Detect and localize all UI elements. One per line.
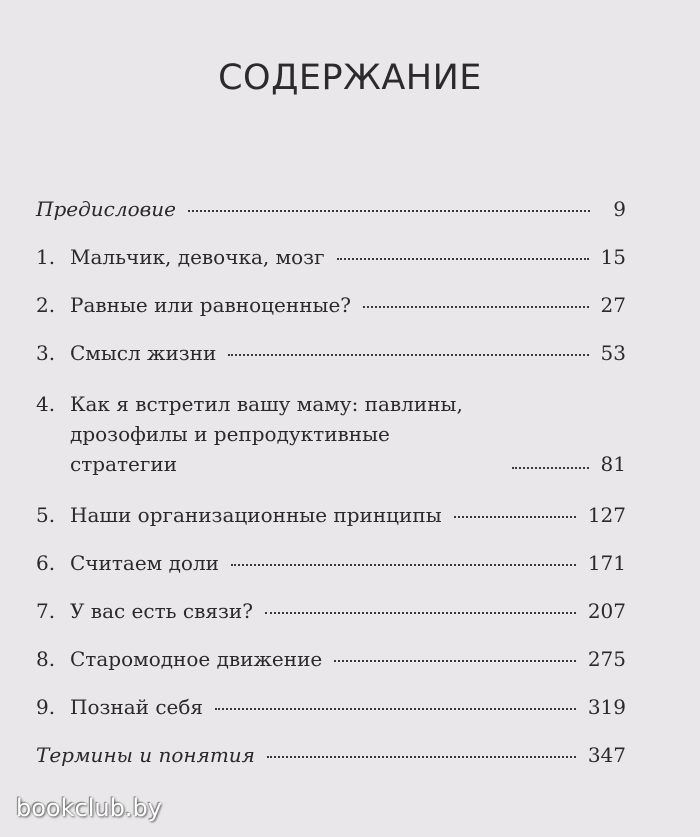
- toc-entry-page: 347: [587, 743, 626, 767]
- toc-entry-number: 9.: [36, 695, 56, 719]
- toc-entry-number: 8.: [36, 647, 56, 671]
- toc-entry-number: 7.: [36, 599, 56, 623]
- toc-entry-page: 53: [600, 341, 626, 365]
- toc-entry-4: [36, 389, 626, 479]
- toc-entry-number: 4.: [36, 392, 56, 416]
- dot-leader: [188, 210, 590, 212]
- toc-entry-page: 27: [600, 293, 626, 317]
- toc-entry-title: Смысл жизни: [70, 341, 217, 365]
- dot-leader: [512, 467, 589, 469]
- toc-entry-title: У вас есть связи?: [70, 599, 253, 623]
- page-title: СОДЕРЖАНИЕ: [218, 58, 482, 98]
- table-of-contents: [36, 197, 626, 791]
- toc-entry-number: 5.: [36, 503, 56, 527]
- dot-leader: [337, 258, 589, 260]
- toc-entry-page: 275: [587, 647, 626, 671]
- toc-entry-number: 2.: [36, 293, 56, 317]
- dot-leader: [363, 306, 589, 308]
- dot-leader: [228, 354, 588, 356]
- toc-entry-page: 9: [613, 197, 626, 221]
- toc-entry-number: 3.: [36, 341, 56, 365]
- toc-entry-title: Старомодное движение: [70, 647, 323, 671]
- toc-entry-page: 207: [587, 599, 626, 623]
- dot-leader: [265, 612, 576, 614]
- toc-entry-number: 6.: [36, 551, 56, 575]
- toc-entry-8: [36, 647, 626, 671]
- toc-entry-page: 171: [587, 551, 626, 575]
- watermark: bookclub.by: [16, 794, 162, 822]
- toc-entry-5: [36, 503, 626, 527]
- toc-entry-title: Термины и понятия: [36, 743, 255, 767]
- dot-leader: [454, 516, 576, 518]
- toc-entry-glossary: [36, 743, 626, 767]
- toc-entry-1: [36, 245, 626, 269]
- dot-leader: [267, 756, 576, 758]
- toc-entry-number: 1.: [36, 245, 56, 269]
- toc-entry-title: Как я встретил вашу маму: павлины, дрозофилы и репродуктивные стратегии: [70, 392, 463, 476]
- toc-entry-title: Равные или равноценные?: [70, 293, 351, 317]
- toc-entry-title: Считаем доли: [70, 551, 219, 575]
- toc-entry-9: [36, 695, 626, 719]
- toc-entry-preface: [36, 197, 626, 221]
- toc-entry-page: 319: [587, 695, 626, 719]
- toc-entry-title: Познай себя: [70, 695, 204, 719]
- dot-leader: [334, 660, 576, 662]
- toc-entry-title: Мальчик, девочка, мозг: [70, 245, 325, 269]
- toc-entry-title: Предисловие: [36, 197, 176, 221]
- toc-entry-page: 127: [587, 503, 626, 527]
- toc-entry-page: 81: [600, 452, 626, 476]
- toc-entry-title: Наши организационные принципы: [70, 503, 442, 527]
- toc-entry-7: [36, 599, 626, 623]
- toc-entry-6: [36, 551, 626, 575]
- toc-entry-page: 15: [600, 245, 626, 269]
- dot-leader: [215, 708, 576, 710]
- toc-entry-2: [36, 293, 626, 317]
- dot-leader: [231, 564, 576, 566]
- toc-entry-3: [36, 341, 626, 365]
